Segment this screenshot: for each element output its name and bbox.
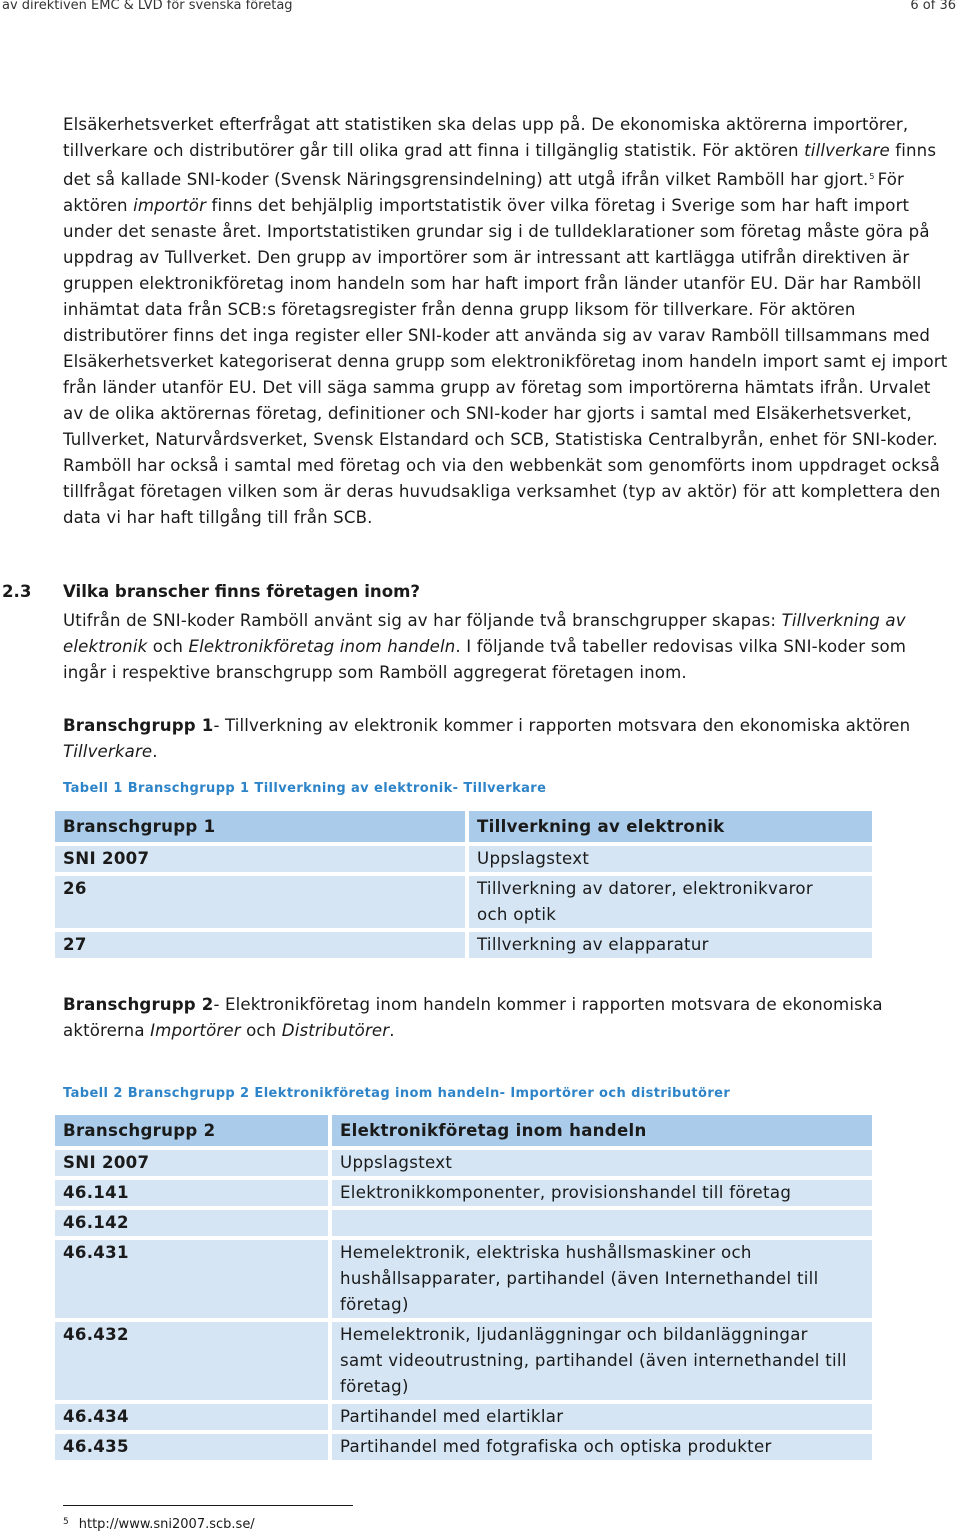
footnote-link[interactable]: http://www.sni2007.scb.se/ [78, 1517, 255, 1532]
table-header-cell: Elektronikföretag inom handeln [332, 1115, 872, 1146]
description-cell [332, 1210, 872, 1236]
table-row [55, 1322, 872, 1400]
table-header-cell: Branschgrupp 1 [55, 811, 465, 842]
table-1 [55, 811, 872, 958]
footnote-reference[interactable]: 5 [869, 172, 875, 181]
table-2-caption: Tabell 2 Branschgrupp 2 Elektronikföretag inom handeln- Importörer och distributörer [63, 1086, 731, 1101]
sni-code-cell: 27 [55, 932, 465, 958]
description-cell: Tillverkning av datorer, elektronikvaror och optik [469, 876, 872, 928]
table-header-cell: Tillverkning av elektronik [469, 811, 872, 842]
paragraph-actors: Elsäkerhetsverket efterfrågat att statistiken ska delas upp på. De ekonomiska aktörerna importörer, tillverkare och distributörer går till olika grad att finna i tillgänglig statistik. För aktören tillverkare finns det så kallade SNI-koder (Svensk Näringsgrensindelning) att utgå ifrån vilket Ramböll har gjort.$^5$ För aktören importör finns det behjälplig importstatistik över vilka företag i Sverige som har haft import under det senaste året. Importstatistiken grundar sig i de tulldeklarationer som företag måste göra på uppdrag av Tullverket. Den grupp av importörer som är intressant att kartlägga utifrån direktiven är gruppen elektronikföretag inom handeln som har haft import från länder utanför EU. Där har Ramböll inhämtat data från SCB:s företagsregister från denna grupp liksom för tillverkare. För aktören distributörer finns det inga register eller SNI-koder att använda sig av varav Ramböll tillsammans med Elsäkerhetsverket kategoriserat denna grupp som elektronikföretag inom handeln import samt ej import från länder utanför EU. Det vill säga samma grupp av företag som importörerna hämtats ifrån. Urvalet av de olika aktörernas företag, definitioner och SNI-koder har gjorts i samtal med Elsäkerhetsverket, Tullverket, Naturvårdsverket, Svensk Elstandard och SCB, Statistiska Centralbyrån, enhet för SNI-koder. Ramböll har också i samtal med företag och via den webbenkät som genomförts inom uppdraget också tillfrågat företagen vilken som är deras huvudsakliga verksamhet (typ av aktör) för att komplettera den data vi har haft tillgång till från SCB. [63, 115, 948, 527]
sni-code-cell: SNI 2007 [55, 846, 465, 872]
table-row [55, 932, 872, 958]
sni-code-cell: SNI 2007 [55, 1150, 328, 1176]
sni-code-cell: 46.431 [55, 1240, 328, 1318]
table-row [55, 1240, 872, 1318]
paragraph-branschgrupp-2: Branschgrupp 2- Elektronikföretag inom handeln kommer i rapporten motsvara de ekonomiska aktörerna Importörer och Distributörer. [63, 995, 883, 1040]
running-header: av direktiven EMC & LVD för svenska företag [2, 0, 293, 13]
table-header-row [55, 811, 872, 842]
sni-code-cell: 46.435 [55, 1434, 328, 1460]
table-row [55, 1180, 872, 1206]
sni-code-cell: 46.432 [55, 1322, 328, 1400]
table-header-row [55, 1115, 872, 1146]
description-cell: Hemelektronik, ljudanläggningar och bildanläggningar samt videoutrustning, partihandel (även internethandel till företag) [332, 1322, 872, 1400]
sni-code-cell: 46.141 [55, 1180, 328, 1206]
section-number: 2.3 [2, 582, 32, 601]
sni-code-cell: 46.142 [55, 1210, 328, 1236]
paragraph-industry-groups: Utifrån de SNI-koder Ramböll använt sig av har följande två branschgrupper skapas: Tillverkning av elektronik och Elektronikföretag inom handeln. I följande två tabeller redovisas vilka SNI-koder som ingår i respektive branschgrupp som Ramböll aggregerat företagen inom. [63, 611, 907, 682]
table-row [55, 1150, 872, 1176]
paragraph-branschgrupp-1: Branschgrupp 1- Tillverkning av elektronik kommer i rapporten motsvara den ekonomiska aktören Tillverkare. [63, 716, 911, 761]
footnote-number: 5 [63, 1517, 69, 1527]
description-cell: Tillverkning av elapparatur [469, 932, 872, 958]
table-header-cell: Branschgrupp 2 [55, 1115, 328, 1146]
description-cell: Elektronikkomponenter, provisionshandel till företag [332, 1180, 872, 1206]
sni-code-cell: 46.434 [55, 1404, 328, 1430]
section-heading: Vilka branscher finns företagen inom? [63, 582, 421, 601]
description-cell: Partihandel med elartiklar [332, 1404, 872, 1430]
table-row [55, 846, 872, 872]
table-row [55, 1210, 872, 1236]
page-number: 6 of 36 [910, 0, 956, 13]
footnote-divider [63, 1505, 353, 1506]
description-cell: Hemelektronik, elektriska hushållsmaskiner och hushållsapparater, partihandel (även Internethandel till företag) [332, 1240, 872, 1318]
description-cell: Uppslagstext [332, 1150, 872, 1176]
description-cell: Partihandel med fotgrafiska och optiska produkter [332, 1434, 872, 1460]
table-row [55, 1404, 872, 1430]
footnote [63, 1517, 255, 1532]
table-row [55, 1434, 872, 1460]
table-1-caption: Tabell 1 Branschgrupp 1 Tillverkning av elektronik- Tillverkare [63, 781, 547, 796]
description-cell: Uppslagstext [469, 846, 872, 872]
sni-code-cell: 26 [55, 876, 465, 928]
table-2 [55, 1115, 872, 1460]
table-row [55, 876, 872, 928]
